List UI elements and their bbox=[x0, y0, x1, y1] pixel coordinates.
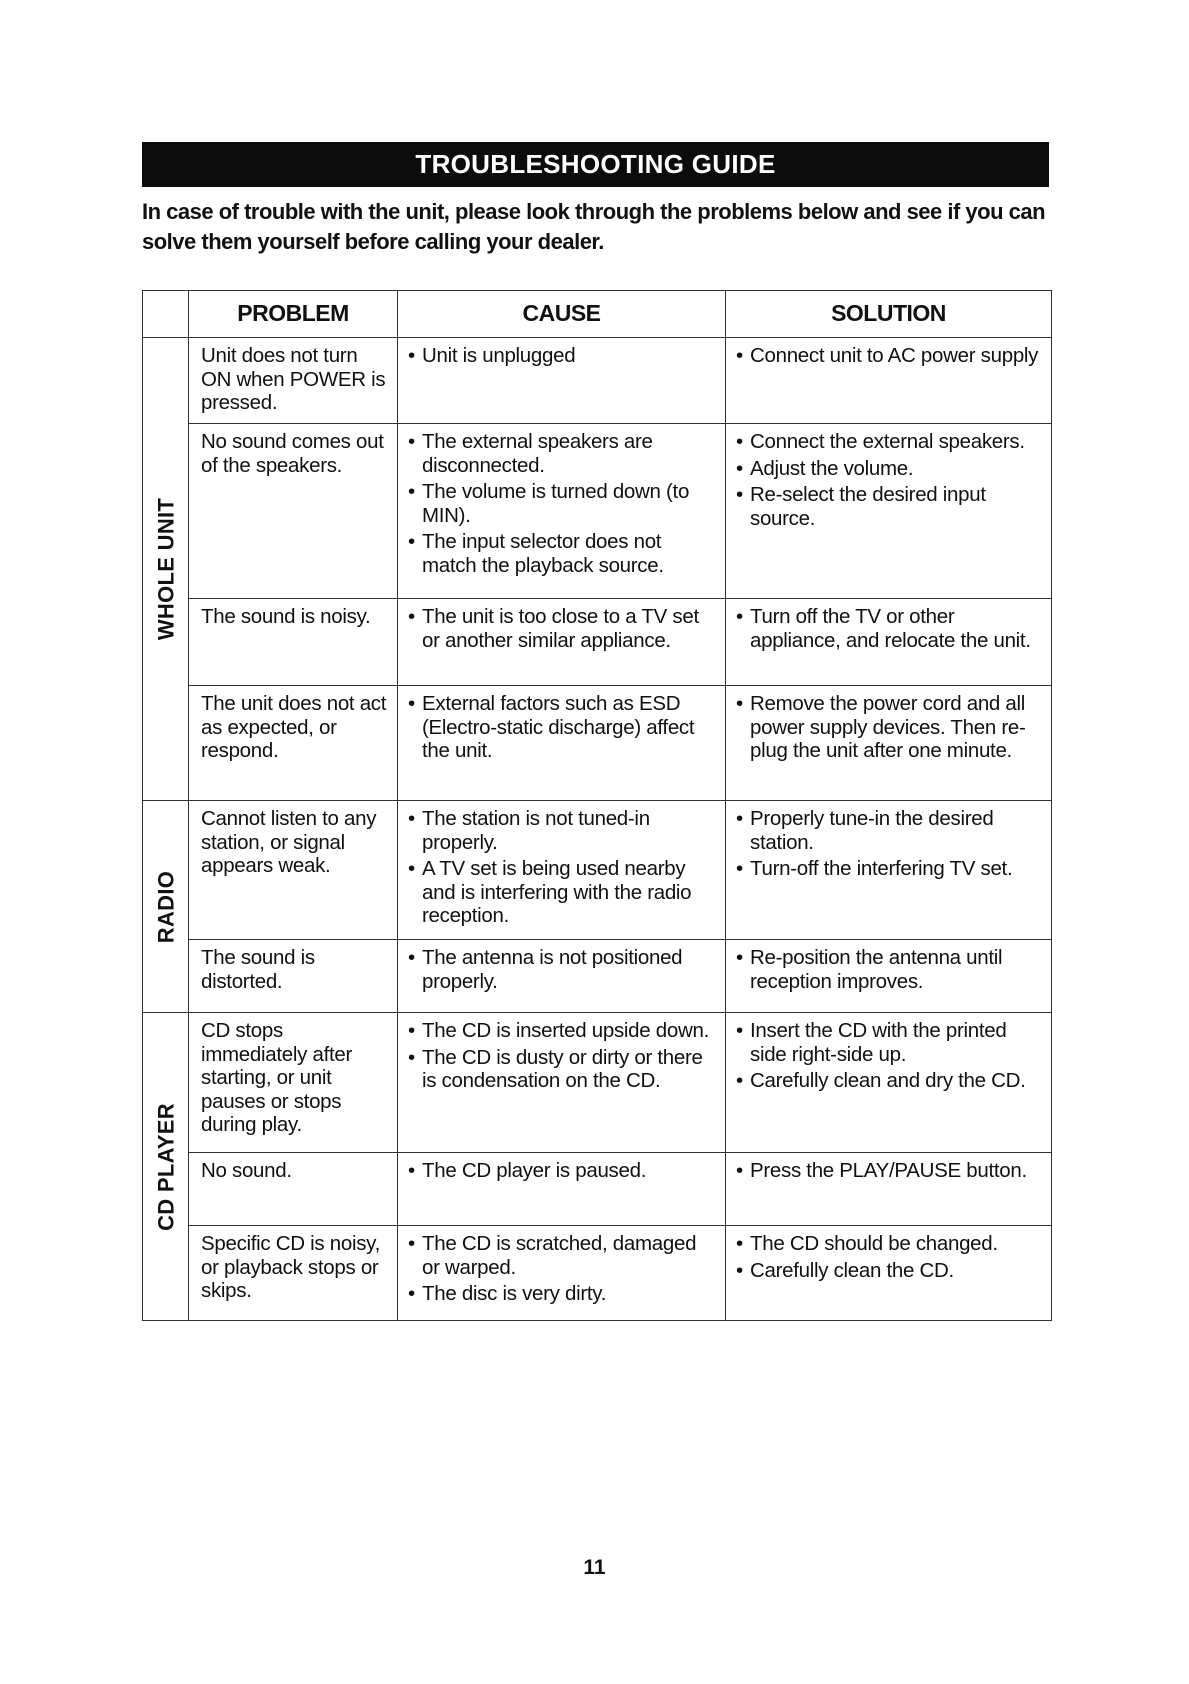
problem-cell: Specific CD is noisy, or playback stops or skips. bbox=[189, 1226, 398, 1321]
page-title: TROUBLESHOOTING GUIDE bbox=[142, 142, 1049, 187]
cause-item: • Unit is unplugged bbox=[408, 344, 717, 368]
problem-cell: The unit does not act as expected, or respond. bbox=[189, 686, 398, 801]
table-row bbox=[143, 599, 1052, 686]
table-row bbox=[143, 424, 1052, 599]
page-number: 11 bbox=[583, 1556, 606, 1579]
cause-cell bbox=[398, 1226, 726, 1321]
solution-item: • Turn-off the interfering TV set. bbox=[736, 857, 1043, 881]
solution-cell bbox=[726, 424, 1052, 599]
section-label-cd-player bbox=[143, 1013, 189, 1321]
solution-item: • Re-select the desired input source. bbox=[736, 483, 1043, 530]
header-spacer-cell bbox=[143, 291, 189, 338]
troubleshooting-table bbox=[142, 290, 1052, 1321]
problem-cell: CD stops immediately after starting, or unit pauses or stops during play. bbox=[189, 1013, 398, 1153]
cause-cell bbox=[398, 940, 726, 1013]
cause-item: • The CD is dusty or dirty or there is condensation on the CD. bbox=[408, 1046, 717, 1093]
solution-cell bbox=[726, 686, 1052, 801]
section-label-text: WHOLE UNIT bbox=[152, 497, 178, 641]
solution-cell bbox=[726, 338, 1052, 424]
column-header-problem: PROBLEM bbox=[189, 291, 398, 338]
section-label-text: CD PLAYER bbox=[152, 1102, 178, 1231]
table-header-row bbox=[143, 291, 1052, 338]
cause-cell bbox=[398, 1013, 726, 1153]
table-row bbox=[143, 1153, 1052, 1226]
section-label-radio bbox=[143, 801, 189, 1013]
column-header-cause: CAUSE bbox=[398, 291, 726, 338]
cause-item: • The disc is very dirty. bbox=[408, 1282, 717, 1306]
solution-item: • Turn off the TV or other appliance, and relocate the unit. bbox=[736, 605, 1043, 652]
cause-item: • A TV set is being used nearby and is interfering with the radio reception. bbox=[408, 857, 717, 928]
table-row bbox=[143, 338, 1052, 424]
cause-item: • The CD player is paused. bbox=[408, 1159, 717, 1183]
cause-item: • The input selector does not match the playback source. bbox=[408, 530, 717, 577]
section-label-text: RADIO bbox=[152, 870, 178, 943]
solution-cell bbox=[726, 801, 1052, 940]
cause-item: • The CD is scratched, damaged or warped. bbox=[408, 1232, 717, 1279]
cause-cell bbox=[398, 686, 726, 801]
solution-cell bbox=[726, 940, 1052, 1013]
table-row bbox=[143, 801, 1052, 940]
solution-cell bbox=[726, 599, 1052, 686]
solution-item: • Carefully clean the CD. bbox=[736, 1259, 1043, 1283]
table-row bbox=[143, 686, 1052, 801]
cause-item: • The station is not tuned-in properly. bbox=[408, 807, 717, 854]
table-row bbox=[143, 1013, 1052, 1153]
problem-cell: No sound. bbox=[189, 1153, 398, 1226]
section-label-whole-unit bbox=[143, 338, 189, 801]
table-row bbox=[143, 940, 1052, 1013]
problem-cell: The sound is noisy. bbox=[189, 599, 398, 686]
cause-cell bbox=[398, 338, 726, 424]
cause-item: • External factors such as ESD (Electro-static discharge) affect the unit. bbox=[408, 692, 717, 763]
cause-cell bbox=[398, 424, 726, 599]
solution-item: • Properly tune-in the desired station. bbox=[736, 807, 1043, 854]
problem-cell: Unit does not turn ON when POWER is pressed. bbox=[189, 338, 398, 424]
solution-item: • Remove the power cord and all power supply devices. Then re-plug the unit after one minute. bbox=[736, 692, 1043, 763]
solution-item: • Connect the external speakers. bbox=[736, 430, 1043, 454]
solution-cell bbox=[726, 1153, 1052, 1226]
cause-cell bbox=[398, 1153, 726, 1226]
solution-item: • Re-position the antenna until reception improves. bbox=[736, 946, 1043, 993]
cause-item: • The volume is turned down (to MIN). bbox=[408, 480, 717, 527]
solution-item: • Carefully clean and dry the CD. bbox=[736, 1069, 1043, 1093]
cause-item: • The antenna is not positioned properly. bbox=[408, 946, 717, 993]
problem-cell: Cannot listen to any station, or signal appears weak. bbox=[189, 801, 398, 940]
solution-cell bbox=[726, 1226, 1052, 1321]
cause-cell bbox=[398, 801, 726, 940]
intro-paragraph: In case of trouble with the unit, please look through the problems below and see if you can solve them yourself before calling your dealer. bbox=[142, 199, 1046, 254]
solution-item: • The CD should be changed. bbox=[736, 1232, 1043, 1256]
cause-cell bbox=[398, 599, 726, 686]
solution-item: • Press the PLAY/PAUSE button. bbox=[736, 1159, 1043, 1183]
solution-cell bbox=[726, 1013, 1052, 1153]
column-header-solution: SOLUTION bbox=[726, 291, 1052, 338]
cause-item: • The external speakers are disconnected. bbox=[408, 430, 717, 477]
cause-item: • The unit is too close to a TV set or another similar appliance. bbox=[408, 605, 717, 652]
cause-item: • The CD is inserted upside down. bbox=[408, 1019, 717, 1043]
solution-item: • Adjust the volume. bbox=[736, 457, 1043, 481]
problem-cell: No sound comes out of the speakers. bbox=[189, 424, 398, 599]
table-row bbox=[143, 1226, 1052, 1321]
problem-cell: The sound is distorted. bbox=[189, 940, 398, 1013]
solution-item: • Connect unit to AC power supply bbox=[736, 344, 1043, 368]
solution-item: • Insert the CD with the printed side right-side up. bbox=[736, 1019, 1043, 1066]
